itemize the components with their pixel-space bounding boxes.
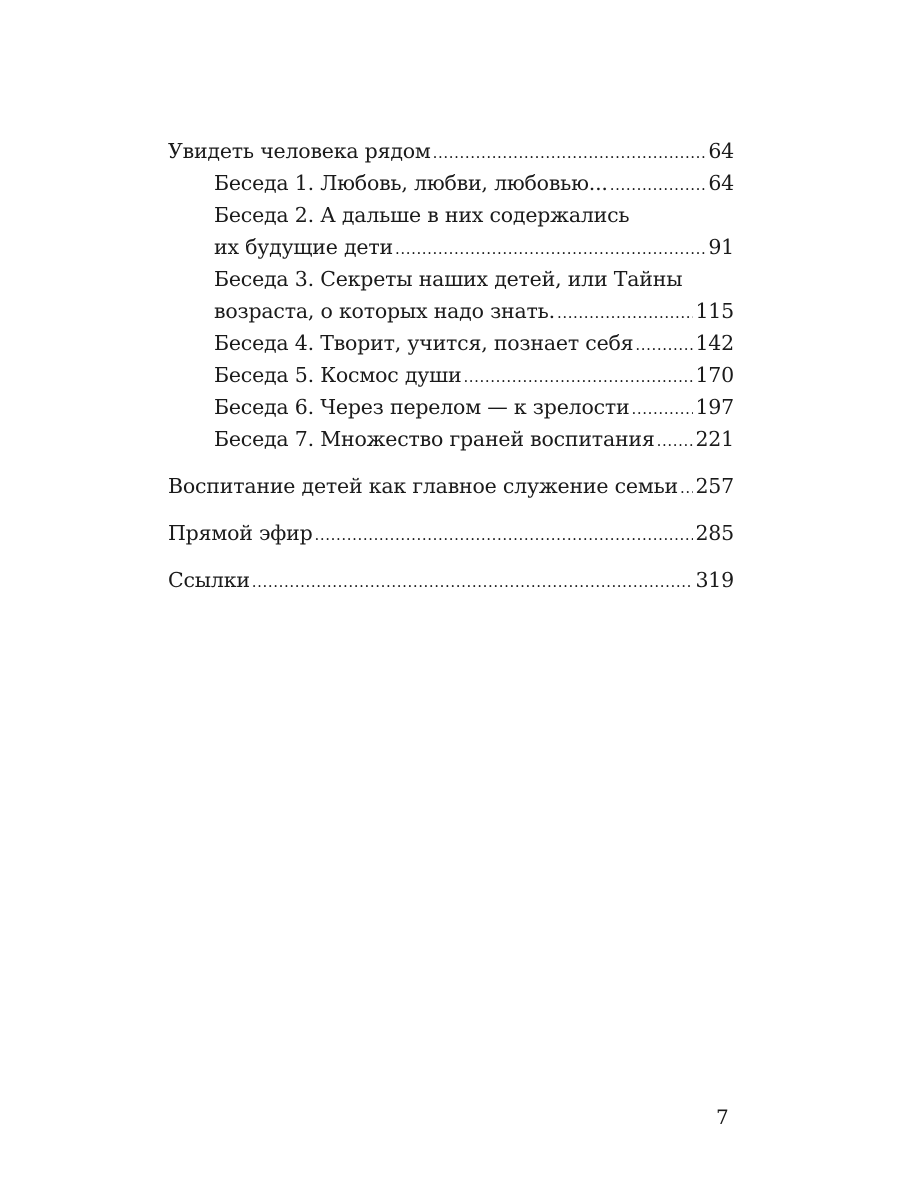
toc-entry-title: Беседа 3. Секреты наших детей, или Тайны [214,267,683,291]
toc-page-number: 197 [695,395,734,419]
toc-line [168,517,734,549]
toc-entry-title: Увидеть человека рядом [168,139,431,163]
dot-leader [433,137,707,169]
toc-line [168,564,734,596]
dot-leader [680,472,693,504]
toc-page-number: 64 [708,171,734,195]
toc-entry [168,517,734,549]
toc-page-number: 91 [708,235,734,259]
toc-line [214,231,734,263]
toc-entry [168,167,734,199]
toc-page-number: 115 [695,299,734,323]
page-number: 7 [716,1105,729,1129]
dot-leader [252,566,694,598]
toc-line [214,359,734,391]
dot-leader [395,233,706,265]
toc-entry [168,391,734,423]
toc-entry-title: Беседа 1. Любовь, любви, любовью... [214,171,608,195]
toc-entry-title: Прямой эфир [168,521,313,545]
toc-page-number: 319 [695,568,734,592]
toc-line [214,295,734,327]
toc-entry [168,564,734,596]
toc-entry [168,135,734,167]
toc-entry-title: Беседа 7. Множество граней воспитания [214,427,655,451]
dot-leader [631,393,693,425]
dot-leader [315,519,694,551]
toc-line [168,135,734,167]
toc-entry-title: Беседа 4. Творит, учится, познает себя [214,331,634,355]
toc-entry-title: Воспитание детей как главное служение семьи [168,474,679,498]
toc-entry-title: Беседа 5. Космос души [214,363,462,387]
toc-line [214,263,734,295]
toc-entry [168,199,734,263]
toc-line [168,470,734,502]
toc-entry [168,423,734,455]
toc-entry-title-continued: их будущие дети [214,235,393,259]
toc-line [214,327,734,359]
dot-leader [657,425,694,457]
dot-leader [610,169,707,201]
dot-leader [463,361,693,393]
toc-line [214,391,734,423]
toc-entry [168,327,734,359]
toc-page-number: 285 [695,521,734,545]
toc-page-number: 170 [695,363,734,387]
toc-entry-title-continued: возраста, о которых надо знать. [214,299,555,323]
toc-line [214,167,734,199]
toc-entry [168,359,734,391]
dot-leader [635,329,693,361]
toc-entry [168,263,734,327]
toc-page-number: 64 [708,139,734,163]
toc-page-number: 142 [695,331,734,355]
dot-leader [557,297,694,329]
table-of-contents [168,135,734,596]
toc-entry-title: Беседа 2. А дальше в них содержались [214,203,630,227]
toc-page-number: 257 [695,474,734,498]
toc-line [214,423,734,455]
toc-line [214,199,734,231]
toc-entry-title: Ссылки [168,568,250,592]
toc-entry [168,470,734,502]
toc-entry-title: Беседа 6. Через перелом — к зрелости [214,395,630,419]
toc-page-number: 221 [695,427,734,451]
